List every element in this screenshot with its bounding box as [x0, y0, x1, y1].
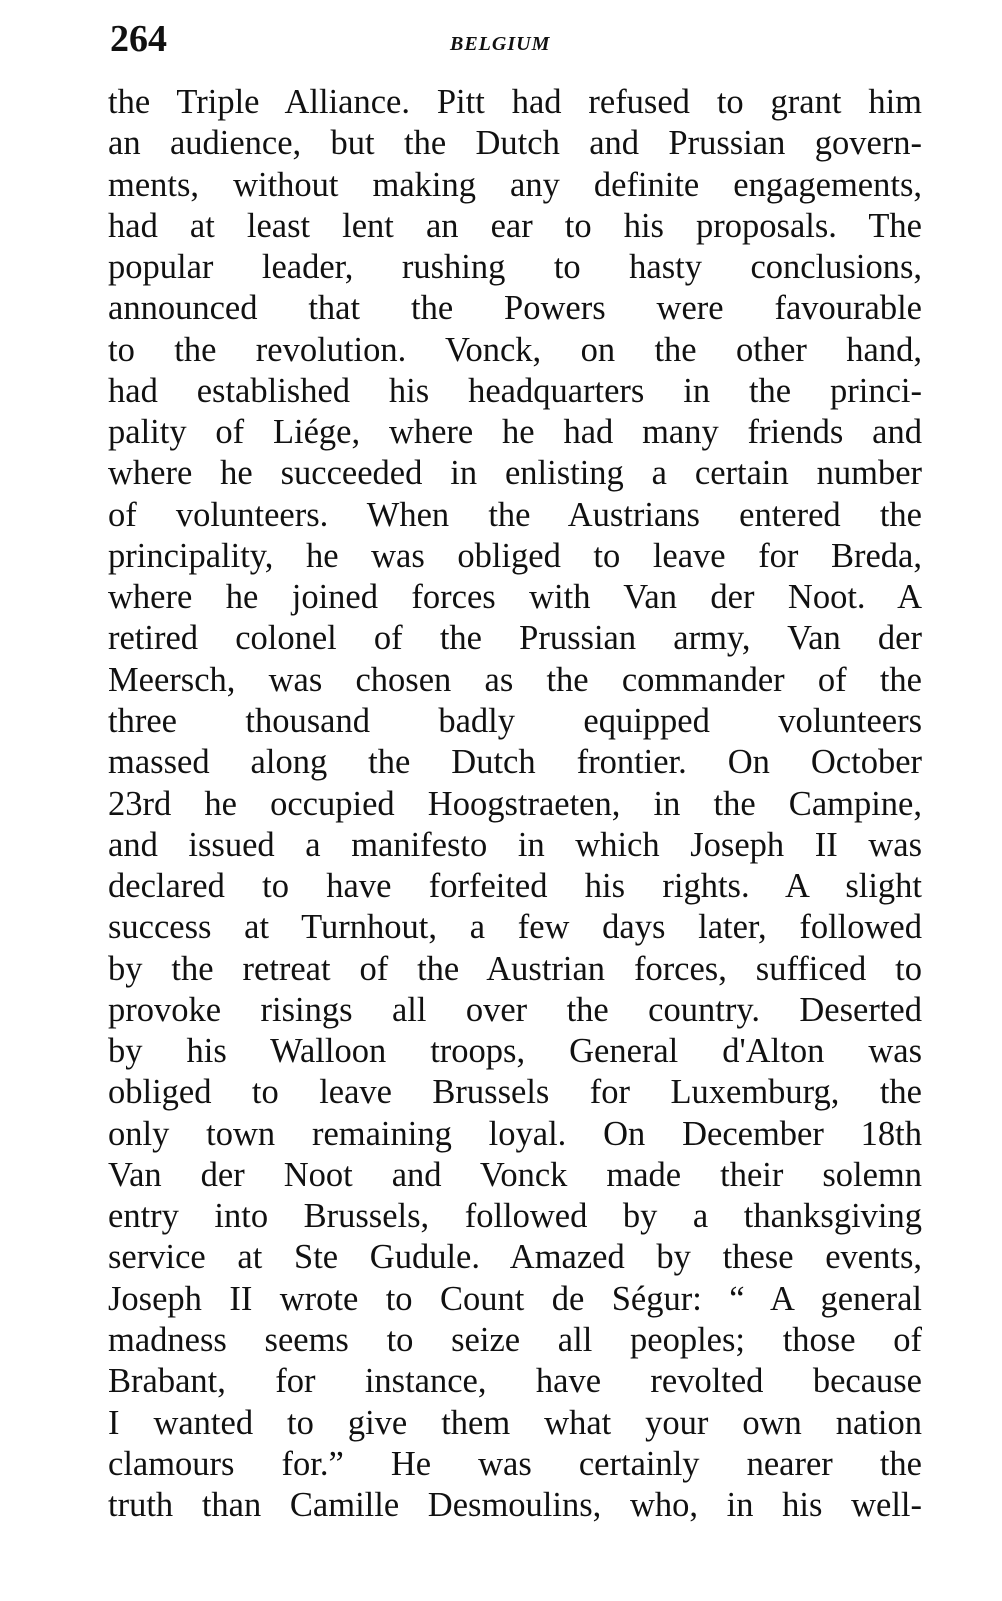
text-line: ments, without making any definite engagements, — [108, 165, 922, 204]
text-line: success at Turnhout, a few days later, followed — [108, 908, 922, 947]
text-line: announced that the Powers were favourable — [108, 289, 922, 328]
text-line: to the revolution. Vonck, on the other hand, — [108, 330, 922, 369]
text-line: pality of Liége, where he had many friends and — [108, 413, 922, 452]
text-line: principality, he was obliged to leave for Breda, — [108, 536, 922, 575]
text-line: entry into Brussels, followed by a thanksgiving — [108, 1197, 922, 1236]
text-line: truth than Camille Desmoulins, who, in his well- — [108, 1486, 922, 1525]
text-line: Joseph II wrote to Count de Ségur: “ A general — [108, 1279, 922, 1318]
text-line: Brabant, for instance, have revolted because — [108, 1362, 922, 1401]
text-line: popular leader, rushing to hasty conclusions, — [108, 248, 922, 287]
text-line: Meersch, was chosen as the commander of the — [108, 660, 922, 699]
text-line: where he joined forces with Van der Noot. A — [108, 578, 922, 617]
text-line: declared to have forfeited his rights. A slight — [108, 867, 922, 906]
text-line: the Triple Alliance. Pitt had refused to grant him — [108, 83, 922, 121]
running-head — [110, 14, 922, 62]
text-line: obliged to leave Brussels for Luxemburg, the — [108, 1073, 922, 1112]
text-line: three thousand badly equipped volunteers — [108, 701, 922, 740]
text-line: provoke risings all over the country. Deserted — [108, 990, 922, 1029]
running-title: BELGIUM — [450, 33, 551, 55]
text-line: where he succeeded in enlisting a certain number — [108, 454, 922, 493]
text-line: madness seems to seize all peoples; those of — [108, 1320, 922, 1359]
text-line: by his Walloon troops, General d'Alton was — [108, 1032, 922, 1071]
text-line: of volunteers. When the Austrians entered the — [108, 495, 922, 534]
text-line: service at Ste Gudule. Amazed by these events, — [108, 1238, 922, 1277]
text-line: massed along the Dutch frontier. On October — [108, 743, 922, 782]
text-line: had at least lent an ear to his proposals. The — [108, 206, 922, 245]
text-line: had established his headquarters in the princi- — [108, 371, 922, 410]
body-text — [108, 82, 922, 1526]
text-line: 23rd he occupied Hoogstraeten, in the Campine, — [108, 784, 922, 823]
text-line: retired colonel of the Prussian army, Van der — [108, 619, 922, 658]
page-number: 264 — [110, 18, 167, 60]
text-line: an audience, but the Dutch and Prussian govern- — [108, 124, 922, 163]
text-line: I wanted to give them what your own nation — [108, 1403, 922, 1442]
text-line: by the retreat of the Austrian forces, sufficed to — [108, 949, 922, 988]
text-line: Van der Noot and Vonck made their solemn — [108, 1155, 922, 1194]
text-line: clamours for.” He was certainly nearer the — [108, 1444, 922, 1483]
text-line: only town remaining loyal. On December 18th — [108, 1114, 922, 1153]
text-line: and issued a manifesto in which Joseph II was — [108, 825, 922, 864]
